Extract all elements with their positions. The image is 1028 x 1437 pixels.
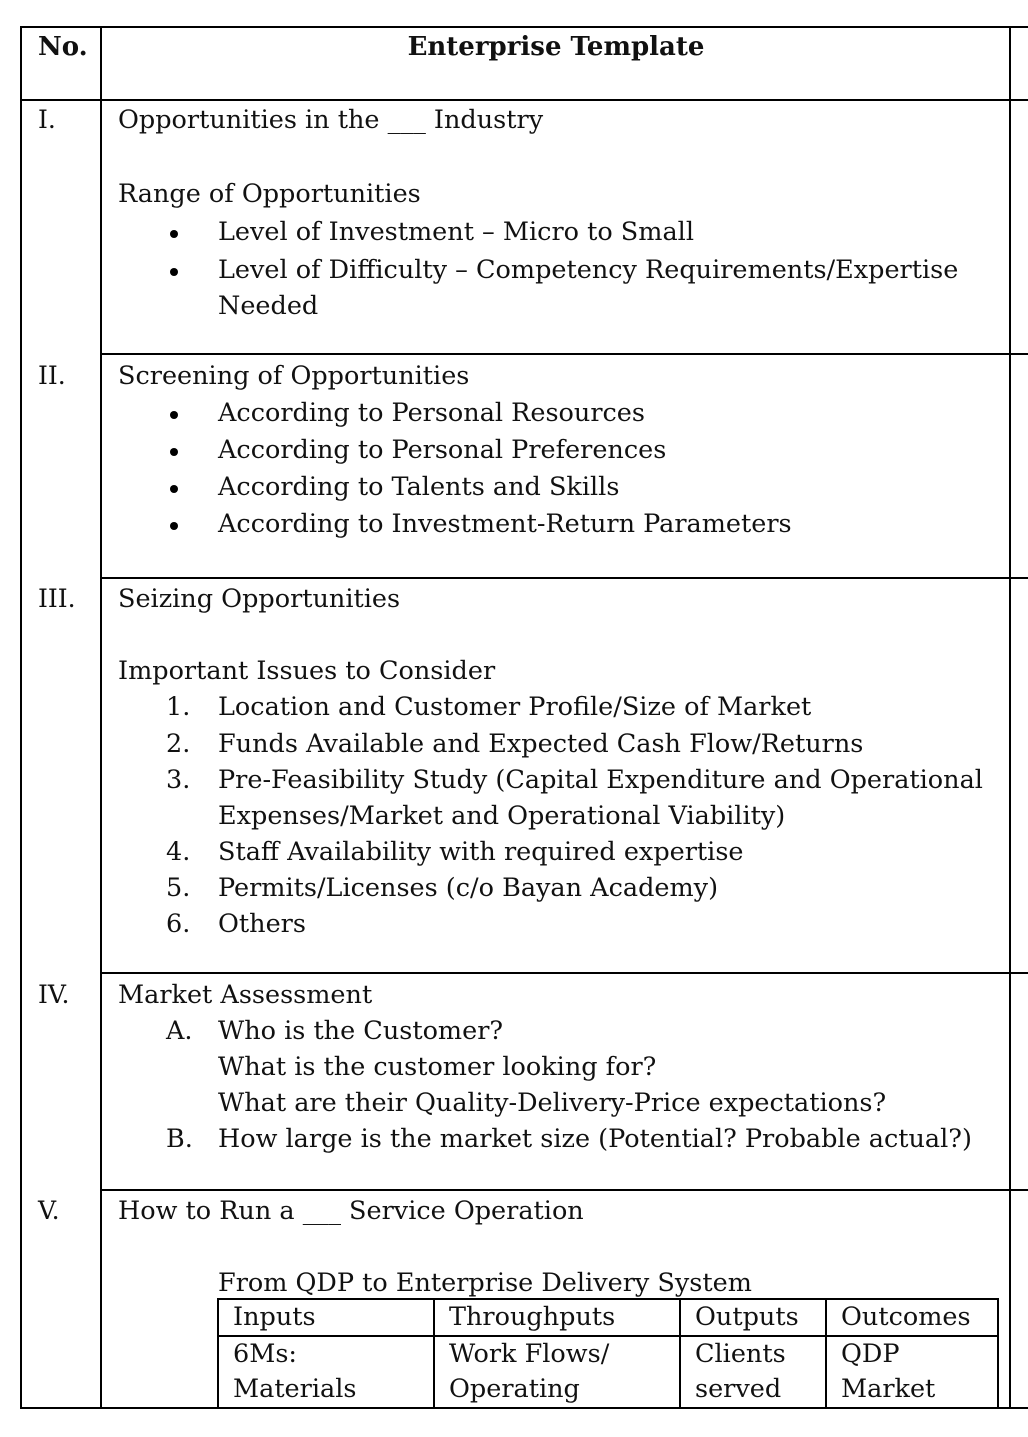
lettered-list bbox=[118, 1013, 998, 1157]
row-divider-1 bbox=[100, 353, 1028, 355]
table-header-cell: Inputs bbox=[218, 1299, 434, 1336]
list-item: According to Talents and Skills bbox=[118, 469, 998, 505]
table-header-cell: Outputs bbox=[680, 1299, 826, 1336]
row-number: V. bbox=[38, 1196, 60, 1225]
list-item: According to Investment-Return Parameters bbox=[118, 506, 998, 542]
header-title: Enterprise Template bbox=[407, 32, 705, 62]
list-item: 3. Pre-Feasibility Study (Capital Expenditure and Operational bbox=[166, 765, 983, 795]
table-cell: Clients served bbox=[680, 1336, 826, 1408]
list-item: According to Personal Resources bbox=[118, 395, 998, 431]
table-row bbox=[218, 1336, 998, 1408]
row-divider-4 bbox=[100, 1189, 1028, 1191]
list-item-continuation: What is the customer looking for? bbox=[218, 1052, 657, 1082]
table-cell: Work Flows/ Operating bbox=[434, 1336, 680, 1408]
bullet-icon bbox=[170, 268, 178, 276]
section-title: How to Run a ___ Service Operation bbox=[118, 1196, 584, 1226]
section-title: Opportunities in the ___ Industry bbox=[118, 105, 544, 135]
list-item-continuation: What are their Quality-Delivery-Price expectations? bbox=[218, 1088, 887, 1118]
list-item: Level of Investment – Micro to Small bbox=[118, 214, 998, 250]
bullet-icon bbox=[170, 448, 178, 456]
numbered-list bbox=[118, 689, 998, 942]
table-header-cell: Throughputs bbox=[434, 1299, 680, 1336]
table-border-top bbox=[20, 26, 1028, 28]
bullet-icon bbox=[170, 411, 178, 419]
row-content-market-assessment bbox=[118, 977, 998, 1157]
table-header-cell: Outcomes bbox=[826, 1299, 998, 1336]
row-content-opportunities bbox=[118, 102, 998, 324]
list-item: 6. Others bbox=[166, 909, 306, 939]
list-item-continuation: Expenses/Market and Operational Viability) bbox=[218, 801, 786, 831]
list-item: Level of Difficulty – Competency Requirements/Expertise bbox=[118, 252, 998, 288]
bullet-icon bbox=[170, 230, 178, 238]
row-content-seizing bbox=[118, 581, 998, 942]
row-content-screening bbox=[118, 358, 998, 542]
header-divider bbox=[20, 99, 1028, 101]
row-number: IV. bbox=[38, 980, 70, 1009]
row-divider-3 bbox=[100, 972, 1028, 974]
table-cell: 6Ms: Materials bbox=[218, 1336, 434, 1408]
section-subtitle: From QDP to Enterprise Delivery System bbox=[218, 1268, 752, 1298]
table-cell: QDP Market bbox=[826, 1336, 998, 1408]
section-title: Seizing Opportunities bbox=[118, 584, 401, 614]
section-title: Screening of Opportunities bbox=[118, 361, 470, 391]
header-no: No. bbox=[38, 32, 88, 62]
list-item: B. How large is the market size (Potential? Probable actual?) bbox=[166, 1124, 972, 1154]
bullet-icon bbox=[170, 522, 178, 530]
list-item: 1. Location and Customer Profile/Size of Market bbox=[166, 692, 812, 722]
row-number: II. bbox=[38, 361, 66, 390]
row-content-service-operation bbox=[118, 1193, 998, 1301]
list-item: A. Who is the Customer? bbox=[166, 1016, 504, 1046]
table-header-row bbox=[218, 1299, 998, 1336]
list-item-continuation: Needed bbox=[218, 291, 319, 321]
bullet-list bbox=[118, 214, 998, 324]
table-border-left bbox=[20, 26, 22, 1409]
section-subtitle: Range of Opportunities bbox=[118, 179, 421, 209]
list-item: According to Personal Preferences bbox=[118, 432, 998, 468]
list-item: 4. Staff Availability with required expertise bbox=[166, 837, 744, 867]
bullet-list bbox=[118, 395, 998, 542]
section-title: Market Assessment bbox=[118, 980, 373, 1010]
list-item: 5. Permits/Licenses (c/o Bayan Academy) bbox=[166, 873, 719, 903]
qdp-delivery-table bbox=[217, 1298, 999, 1409]
section-subtitle: Important Issues to Consider bbox=[118, 656, 496, 686]
row-number: I. bbox=[38, 105, 56, 134]
table-border-right bbox=[1009, 26, 1011, 1409]
row-number: III. bbox=[38, 584, 76, 613]
column-divider bbox=[100, 26, 102, 1409]
list-item: 2. Funds Available and Expected Cash Flow/Returns bbox=[166, 729, 864, 759]
bullet-icon bbox=[170, 485, 178, 493]
row-divider-2 bbox=[100, 577, 1028, 579]
